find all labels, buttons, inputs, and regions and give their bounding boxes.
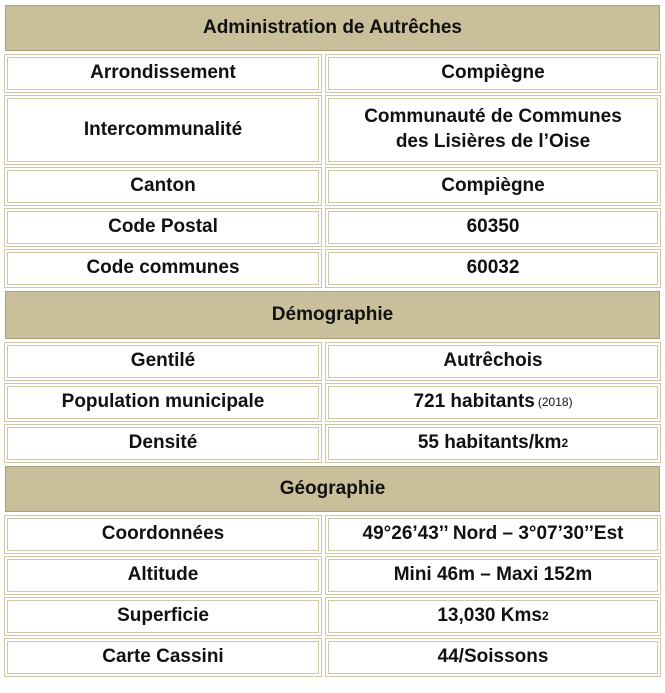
row-value xyxy=(325,597,661,636)
row-value: 49°26’43’’ Nord – 3°07’30’’Est xyxy=(325,515,661,554)
table-row xyxy=(4,597,661,636)
row-value: Compiègne xyxy=(325,54,661,93)
section-title: Démographie xyxy=(271,304,394,325)
superficie-value: 13,030 Kms xyxy=(437,605,542,627)
table-row xyxy=(4,515,661,554)
table-row xyxy=(4,54,661,93)
section-header-demographie xyxy=(4,290,661,340)
row-label: Population municipale xyxy=(4,383,322,422)
density-value: 55 habitants/km xyxy=(417,432,562,454)
row-value-line: Communauté de Communes xyxy=(364,106,622,128)
row-label: Densité xyxy=(4,424,322,463)
row-label: Coordonnées xyxy=(4,515,322,554)
superficie-superscript: 2 xyxy=(541,608,549,623)
table-row xyxy=(4,556,661,595)
row-value: Compiègne xyxy=(325,167,661,206)
table-row xyxy=(4,638,661,677)
row-value: Autrêchois xyxy=(325,342,661,381)
row-label: Carte Cassini xyxy=(4,638,322,677)
table-row xyxy=(4,383,661,422)
row-label: Altitude xyxy=(4,556,322,595)
table-row xyxy=(4,208,661,247)
row-value xyxy=(325,424,661,463)
section-header-administration xyxy=(4,4,661,52)
section-title: Géographie xyxy=(279,478,386,499)
row-label: Canton xyxy=(4,167,322,206)
population-value: 721 habitants xyxy=(413,391,535,413)
table-row xyxy=(4,249,661,288)
table-row xyxy=(4,95,661,165)
section-title: Administration de Autrêches xyxy=(202,17,462,38)
density-superscript: 2 xyxy=(561,435,569,450)
row-value xyxy=(325,95,661,165)
row-label: Code communes xyxy=(4,249,322,288)
row-value xyxy=(325,383,661,422)
row-value-line: des Lisières de l’Oise xyxy=(395,131,591,152)
row-label: Gentilé xyxy=(4,342,322,381)
row-label: Arrondissement xyxy=(4,54,322,93)
population-year-note: (2018) xyxy=(537,394,573,409)
row-label: Superficie xyxy=(4,597,322,636)
row-label: Intercommunalité xyxy=(4,95,322,165)
table-row xyxy=(4,342,661,381)
row-label: Code Postal xyxy=(4,208,322,247)
row-value: 44/Soissons xyxy=(325,638,661,677)
row-value: Mini 46m – Maxi 152m xyxy=(325,556,661,595)
table-row xyxy=(4,424,661,463)
section-header-geographie xyxy=(4,465,661,513)
table-row xyxy=(4,167,661,206)
row-value: 60350 xyxy=(325,208,661,247)
row-value: 60032 xyxy=(325,249,661,288)
